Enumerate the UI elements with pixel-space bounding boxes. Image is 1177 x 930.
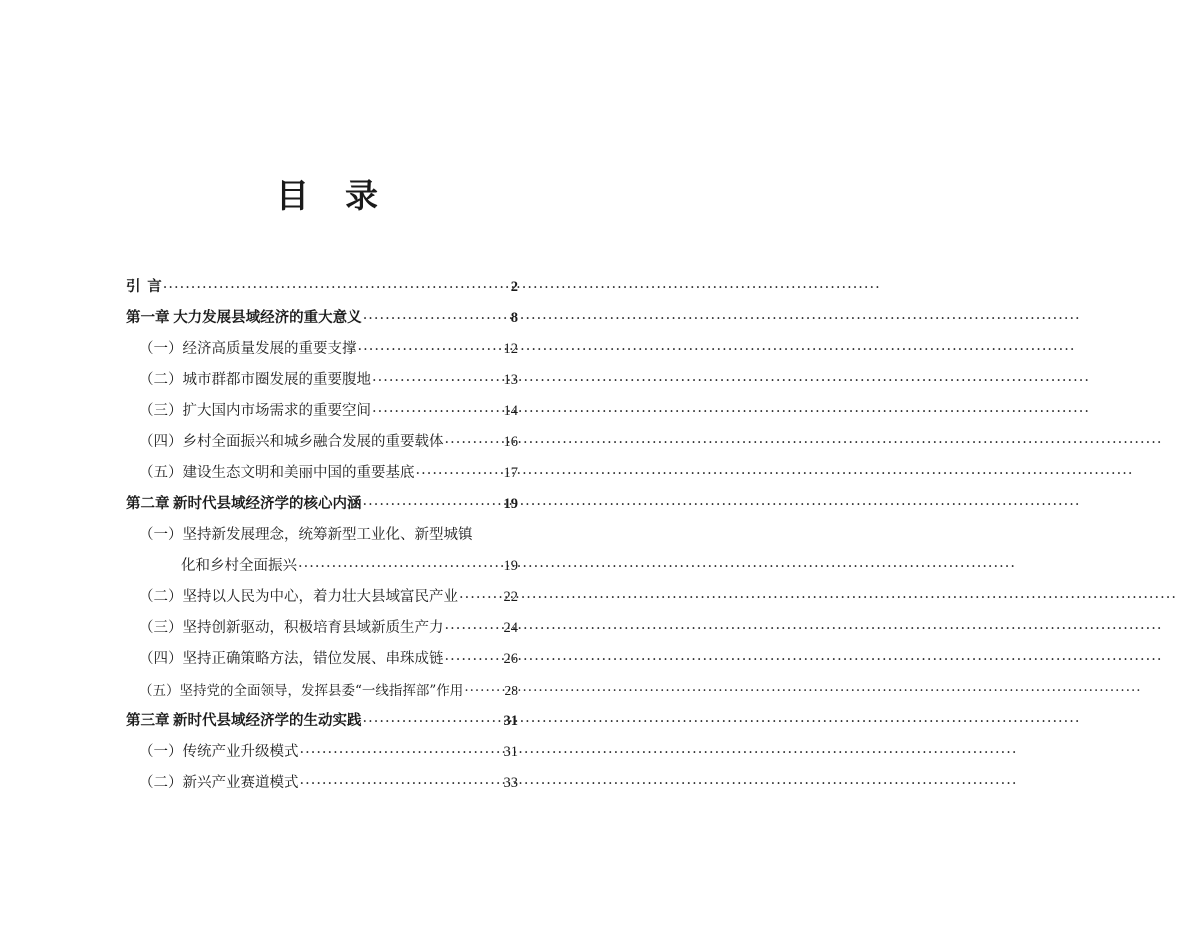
toc-page-number: 28 <box>504 683 518 698</box>
leader-dots <box>445 621 503 637</box>
title-char-1: 目 <box>276 176 309 215</box>
toc-section-number: （二） <box>139 372 183 388</box>
toc-entry-title: 坚持党的全面领导，发挥县委“一线指挥部”作用 <box>179 683 464 699</box>
toc-entry-2-1[interactable] <box>126 513 518 544</box>
leader-dots <box>298 559 503 575</box>
leader-dots <box>464 683 503 699</box>
toc-entry-1-1[interactable] <box>126 327 518 358</box>
leader-dots <box>300 745 503 761</box>
toc-entry-title: 坚持新发展理念，统筹新型工业化、新型城镇 <box>182 527 473 543</box>
toc-entry-chapter-2[interactable] <box>126 482 518 513</box>
toc-page-number: 14 <box>503 403 518 419</box>
toc-section-number: （三） <box>139 620 183 636</box>
toc-entry-intro[interactable] <box>126 265 518 296</box>
toc-entry-2-1-continued[interactable] <box>126 544 518 575</box>
toc-entry-title: 扩大国内市场需求的重要空间 <box>182 403 371 419</box>
leader-dots <box>459 590 503 606</box>
toc-entry-chapter-3[interactable] <box>126 699 518 730</box>
toc-entry-label: 引 <box>126 278 141 295</box>
toc-entry-1-5[interactable] <box>126 451 518 482</box>
toc-section-number: （四） <box>139 651 183 667</box>
leader-dots <box>445 435 503 451</box>
leader-dots <box>363 311 510 327</box>
toc-entry-2-2[interactable] <box>126 575 518 606</box>
toc-page-number: 31 <box>503 744 518 760</box>
toc-entry-title: 建设生态文明和美丽中国的重要基底 <box>182 465 415 481</box>
leader-dots <box>445 652 503 668</box>
toc-entry-1-4[interactable] <box>126 420 518 451</box>
leader-dots <box>300 776 503 792</box>
toc-entry-3-2[interactable] <box>126 761 518 792</box>
leader-dots <box>416 466 503 482</box>
toc-entry-title: 乡村全面振兴和城乡融合发展的重要载体 <box>182 434 444 450</box>
toc-page-number: 13 <box>503 372 518 388</box>
toc-entry-title: 坚持创新驱动，积极培育县域新质生产力 <box>182 620 444 636</box>
toc-page-number: 8 <box>510 310 518 326</box>
toc-page-number: 19 <box>503 496 518 512</box>
toc-entry-label-2: 言 <box>147 278 162 295</box>
toc-entry-title: 新时代县域经济学的生动实践 <box>173 712 362 729</box>
toc-entry-title: 大力发展县域经济的重大意义 <box>173 309 362 326</box>
leader-dots <box>363 497 503 513</box>
toc-entry-title-continued: 化和乡村全面振兴 <box>181 558 297 574</box>
toc-page-number: 2 <box>510 279 518 295</box>
toc-chapter-number: 第一章 <box>126 309 170 326</box>
leader-dots <box>372 373 503 389</box>
toc-chapter-number: 第二章 <box>126 495 170 512</box>
toc-section-number: （四） <box>139 434 183 450</box>
toc-page-number: 33 <box>503 775 518 791</box>
toc-section-number: （一） <box>139 341 183 357</box>
title-char-2: 录 <box>345 176 378 215</box>
toc-entry-title: 新兴产业赛道模式 <box>182 775 299 791</box>
toc-section-number: （一） <box>139 527 183 543</box>
toc-entry-3-1[interactable] <box>126 730 518 761</box>
toc-section-number: （一） <box>139 744 183 760</box>
toc-page-number: 19 <box>503 558 518 574</box>
toc-entry-1-3[interactable] <box>126 389 518 420</box>
toc-entry-title: 坚持以人民为中心，着力壮大县域富民产业 <box>182 589 458 605</box>
toc-page-number: 12 <box>503 341 518 357</box>
leader-dots <box>358 342 503 358</box>
toc-entry-title: 传统产业升级模式 <box>182 744 299 760</box>
leader-dots <box>372 404 503 420</box>
toc-page-number: 24 <box>503 620 518 636</box>
toc-entry-1-2[interactable] <box>126 358 518 389</box>
page-title <box>0 170 654 217</box>
toc-entry-title: 城市群都市圈发展的重要腹地 <box>182 372 371 388</box>
toc-entry-title: 坚持正确策略方法，错位发展、串珠成链 <box>182 651 444 667</box>
toc-section-number: （五） <box>139 465 183 481</box>
toc-page-number: 16 <box>503 434 518 450</box>
toc-section-number: （五） <box>139 683 180 699</box>
toc-entry-title: 新时代县域经济学的核心内涵 <box>173 495 362 512</box>
toc-page-number: 17 <box>503 465 518 481</box>
toc-entry-2-3[interactable] <box>126 606 518 637</box>
toc-chapter-number: 第三章 <box>126 712 170 729</box>
leader-dots <box>163 280 510 296</box>
toc-page-number: 26 <box>503 651 518 667</box>
toc-section-number: （二） <box>139 589 183 605</box>
toc-section-number: （三） <box>139 403 183 419</box>
leader-dots <box>363 714 503 730</box>
toc-section-number: （二） <box>139 775 183 791</box>
toc-entry-2-5[interactable] <box>126 668 518 699</box>
toc-entry-2-4[interactable] <box>126 637 518 668</box>
toc-page-number: 22 <box>503 589 518 605</box>
toc-page-number: 31 <box>503 713 518 729</box>
table-of-contents <box>126 265 518 792</box>
toc-entry-chapter-1[interactable] <box>126 296 518 327</box>
toc-entry-title: 经济高质量发展的重要支撑 <box>182 341 357 357</box>
